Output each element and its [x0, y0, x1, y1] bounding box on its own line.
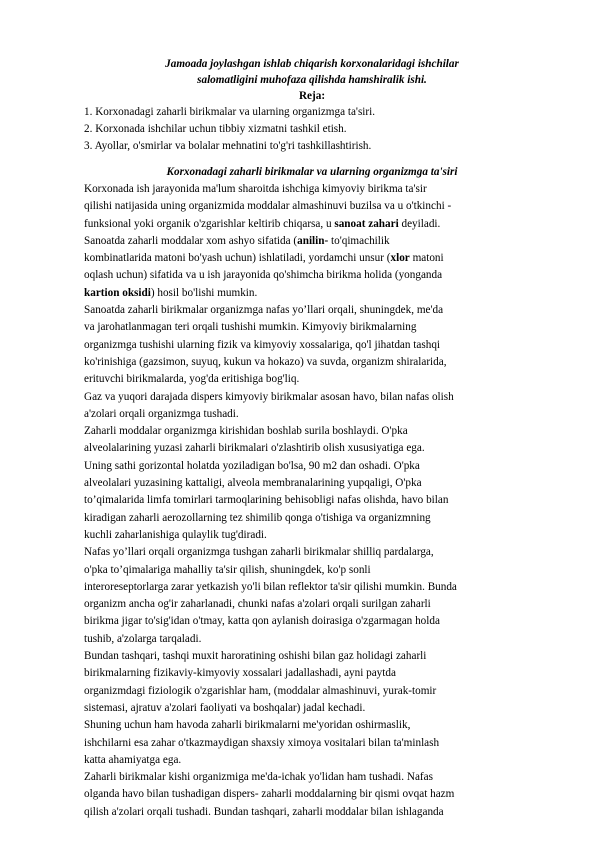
body-text-run: Gaz va yuqori darajada dispers kimyoviy birikmalar asosan havo, bilan nafas olish [84, 390, 454, 403]
body-text-run: sistemasi, ajratuv a'zolari faoliyati va boshqalar) jadal kechadi. [84, 701, 366, 714]
bold-term: sanoat zahari [334, 217, 399, 230]
body-text-run: organizmga tushishi ularning fizik va kimyoviy xossalariga, qo'l jihatdan tashqi [84, 338, 441, 351]
section-heading: Korxonadagi zaharli birikmalar va ularning organizmga ta'siri [166, 166, 458, 178]
body-text-run: Shuning uchun ham havoda zaharli birikmalarni me'yoridan oshirmaslik, [84, 719, 411, 732]
bold-term: anilin- [297, 234, 329, 247]
body-line [84, 769, 540, 786]
body-line [84, 354, 540, 371]
plan-item: 2. Korxonada ishchilar uchun tibbiy xizmatni tashkil etish. [84, 123, 347, 135]
body-line [84, 458, 540, 475]
document-title-line-2: salomatligini muhofaza qilishda hamshiralik ishi. [197, 74, 427, 86]
body-text-run: erituvchi birikmalarda, yog'da eritishiga bog'liq. [84, 373, 300, 386]
body-line [84, 683, 540, 700]
body-line [84, 735, 540, 752]
body-text-run: Nafas yo’llari orqali organizmga tushgan zaharli birikmalar shilliq pardalarga, [84, 546, 434, 559]
body-text-run: va jarohatlanmagan teri orqali tushishi mumkin. Kimyoviy birikmalarning [84, 321, 417, 334]
body-line [84, 233, 540, 250]
body-line [84, 786, 540, 803]
body-text-run: matoni [409, 252, 444, 265]
body-line [84, 527, 540, 544]
body-text-run: funksional yoki organik o'zgarishlar keltirib chiqarsa, u [84, 217, 335, 230]
body-text-run: ko'rinishiga (gazsimon, suyuq, kukun va hokazo) va suvda, organizm shiralarida, [84, 355, 447, 368]
body-text-run: to’qimalarida limfa tomirlari tarmoqlarining behisobligi nafas olishda, havo bilan [84, 494, 449, 507]
body-line [84, 267, 540, 284]
body-text-run: ishchilarni esa zahar o'tkazmaydigan shaxsiy ximoya vositalari bilan ta'minlash [84, 736, 440, 749]
body-line [84, 562, 540, 579]
body-line [84, 475, 540, 492]
body-text-run: oqlash uchun) sifatida va u ish jarayonida qo'shimcha birikma holida (yonganda [84, 269, 443, 282]
body-line [84, 752, 540, 769]
body-text-run: qilishi natijasida uning organizmida moddalar almashinuvi buzilsa va u o'tkinchi - [84, 200, 452, 213]
body-text-run: deyiladi. [398, 217, 441, 230]
body-line [84, 389, 540, 406]
body-line [84, 596, 540, 613]
body-line [84, 492, 540, 509]
body-line [84, 440, 540, 457]
body-line [84, 337, 540, 354]
body-text-run: alveolalari yuzasining kattaligi, alveola membranalarining yupqaligi, O'pka [84, 477, 422, 490]
plan-heading: Reja: [298, 90, 326, 102]
body-text-run: olganda havo bilan tushadigan dispers- zaharli moddalarning bir qismi ovqat hazm [84, 788, 455, 801]
body-line [84, 510, 540, 527]
body-line [84, 371, 540, 388]
document-page [84, 56, 540, 821]
body-text-run: kuchli zaharlanishiga qulaylik tug'diradi. [84, 528, 267, 541]
plan-item: 3. Ayollar, o'smirlar va bolalar mehnatini to'g'ri tashkillashtirish. [84, 140, 372, 152]
body-text-run: tushib, a'zolarga tarqaladi. [84, 632, 202, 645]
body-text-run: Uning sathi gorizontal holatda yoziladigan bo'lsa, 90 m2 dan oshadi. O'pka [84, 459, 420, 472]
body-text-run: birikmalarning fizikaviy-kimyoviy xossalari jadallashadi, ayni paytda [84, 667, 396, 680]
bold-term: kartion oksidi [84, 286, 151, 299]
body-line [84, 319, 540, 336]
body-line [84, 250, 540, 267]
body-line [84, 579, 540, 596]
body-text-run: birikma jigar to'sig'idan o'tmay, katta qon aylanish doirasiga o'zgarmagan holda [84, 615, 440, 628]
bold-term: xlor [390, 252, 410, 265]
body-text-run: Zaharli moddalar organizmga kirishidan boshlab surila boshlaydi. O'pka [84, 425, 408, 438]
body-text-run: organizm ancha og'ir zaharlanadi, chunki nafas a'zolari orqali surilgan zaharli [84, 598, 431, 611]
body-line [84, 181, 540, 198]
body-text-run: ) hosil bo'lishi mumkin. [150, 286, 258, 299]
body-line [84, 544, 540, 561]
body-text-run: to'qimachilik [328, 234, 390, 247]
body-text [84, 181, 540, 821]
body-line [84, 717, 540, 734]
body-line [84, 804, 540, 821]
body-line [84, 198, 540, 215]
body-text-run: alveolalarining yuzasi zaharli birikmalari o'zlashtirib olish xususiyatiga ega. [84, 442, 425, 455]
body-text-run: Sanoatda zaharli birikmalar organizmga nafas yo’llari orqali, shuningdek, me'da [84, 304, 444, 317]
body-text-run: katta ahamiyatga ega. [84, 753, 182, 766]
body-text-run: kiradigan zaharli aerozollarning tez shimilib qonga o'tishiga va organizmning [84, 511, 431, 524]
body-text-run: Bundan tashqari, tashqi muxit haroratining oshishi bilan gaz holidagi zaharli [84, 650, 427, 663]
body-line [84, 285, 540, 302]
body-line [84, 648, 540, 665]
body-text-run: organizmdagi fiziologik o'zgarishlar ham, (moddalar almashinuvi, yurak-tomir [84, 684, 437, 697]
body-text-run: qilish a'zolari orqali tushadi. Bundan tashqari, zaharli moddalar bilan ishlaganda [84, 805, 444, 818]
body-text-run: kombinatlarida matoni bo'yash uchun) ishlatiladi, yordamchi unsur ( [84, 252, 391, 265]
body-text-run: Zaharli birikmalar kishi organizmiga me'da-ichak yo'lidan ham tushadi. Nafas [84, 771, 433, 784]
body-line [84, 631, 540, 648]
document-title-line-1: Jamoada joylashgan ishlab chiqarish korxonalaridagi ishchilar [165, 58, 459, 70]
body-text-run: a'zolari orqali organizmga tushadi. [84, 407, 239, 420]
body-line [84, 423, 540, 440]
body-text-run: Sanoatda zaharli moddalar xom ashyo sifatida ( [84, 234, 298, 247]
body-line [84, 302, 540, 319]
body-line [84, 665, 540, 682]
body-line [84, 613, 540, 630]
body-line [84, 216, 540, 233]
plan-item: 1. Korxonadagi zaharli birikmalar va ularning organizmga ta'siri. [84, 106, 376, 118]
body-line [84, 700, 540, 717]
body-text-run: Korxonada ish jarayonida ma'lum sharoitda ishchiga kimyoviy birikma ta'sir [84, 183, 427, 195]
body-text-run: interoreseptorlarga zarar yetkazish yo'li bilan reflektor ta'sir qilishi mumkin. Bunda [84, 580, 457, 593]
body-line [84, 406, 540, 423]
body-text-run: o'pka to’qimalariga mahalliy ta'sir qilish, shuningdek, ko'p sonli [84, 563, 371, 576]
